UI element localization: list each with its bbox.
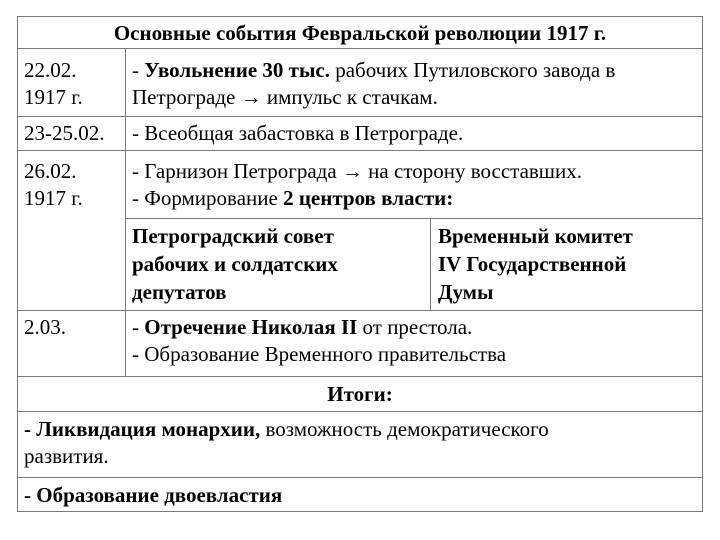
row-1-event-line-1 <box>132 57 615 84</box>
row-divider-results <box>17 411 703 412</box>
row-3-event-line-2 <box>132 185 453 212</box>
sub-table-divider <box>430 218 431 310</box>
dash: - <box>132 58 145 82</box>
result-bold: - Ликвидация монархии, <box>24 417 261 441</box>
power-center-right-line-1: Временный комитет <box>438 224 633 248</box>
row-divider-3 <box>17 310 703 311</box>
row-divider-title <box>17 48 703 49</box>
row-2-date: 23-25.02. <box>24 121 105 145</box>
row-1-event-line-2: Петрограде → импульс к стачкам. <box>132 85 438 109</box>
sub-table-top <box>125 218 703 219</box>
row-3-date-line-2: 1917 г. <box>24 186 83 210</box>
power-center-left-line-1: Петроградский совет <box>132 224 334 248</box>
event-text: Гарнизон Петрограда → на сторону восставших. <box>144 159 582 183</box>
power-center-left-line-2: рабочих и солдатских <box>132 252 338 276</box>
event-text: от престола. <box>357 315 473 339</box>
row-divider-result-2 <box>17 477 703 478</box>
dash: - <box>132 121 145 145</box>
power-center-right-line-2: IV Государственной <box>438 252 627 276</box>
table-title: Основные события Февральской революции 1917 г. <box>113 21 607 45</box>
row-divider-1 <box>17 116 703 117</box>
row-2-event-line-1 <box>132 120 463 147</box>
event-bold: 2 центров власти: <box>283 186 454 210</box>
row-1-date-line-2: 1917 г. <box>24 85 83 109</box>
row-divider-2 <box>17 150 703 151</box>
date-column-divider <box>125 48 126 376</box>
results-heading: Итоги: <box>327 382 393 406</box>
row-4-event-line-1 <box>132 314 472 341</box>
event-text: рабочих Путиловского завода в <box>329 58 616 82</box>
row-divider-4 <box>17 376 703 377</box>
event-text: Формирование <box>144 186 284 210</box>
row-4-event-line-2: - Образование Временного правительства <box>132 342 507 366</box>
result-text: возможность демократического <box>260 417 549 441</box>
dash: - <box>132 186 145 210</box>
row-4-date: 2.03. <box>24 315 66 339</box>
result-1-line-1 <box>24 416 549 443</box>
event-bold: Отречение Николая II <box>144 315 358 339</box>
dash: - <box>132 315 145 339</box>
result-2: - Образование двоевластия <box>24 483 283 507</box>
row-3-event-line-1 <box>132 158 582 185</box>
row-1-date-line-1: 22.02. <box>24 58 77 82</box>
power-center-right-line-3: Думы <box>438 280 494 304</box>
event-bold: Увольнение 30 тыс. <box>144 58 330 82</box>
event-text: Всеобщая забастовка в Петрограде. <box>144 121 464 145</box>
row-3-date-line-1: 26.02. <box>24 159 77 183</box>
result-1-line-2: развития. <box>24 444 109 468</box>
power-center-left-line-3: депутатов <box>132 280 227 304</box>
dash: - <box>132 159 145 183</box>
